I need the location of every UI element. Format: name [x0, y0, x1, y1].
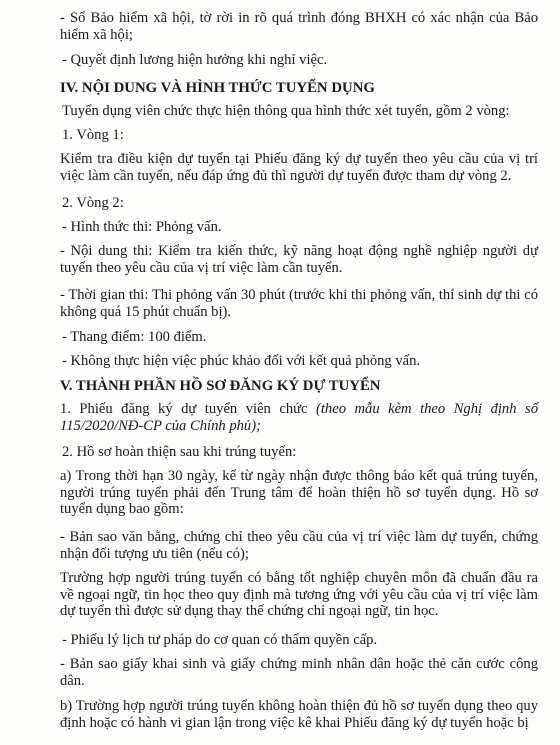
paragraph-score-scale: - Thang điểm: 100 điểm. [62, 329, 207, 345]
paragraph-exam-content: - Nội dung thi: Kiểm tra kiến thức, kỹ năng hoạt động nghề nghiệp người dự tuyển theo yêu cầu của vị trí việc làm cần tuyển. [60, 243, 538, 276]
round-2-label: 2. Vòng 2: [62, 195, 124, 211]
paragraph-bhxh: - Sổ Bảo hiểm xã hội, tờ rời in rõ quá trình đóng BHXH có xác nhận của Bảo hiểm xã hội; [60, 10, 538, 43]
section-heading-v: V. THÀNH PHẦN HỒ SƠ ĐĂNG KÝ DỰ TUYỂN [60, 378, 381, 394]
round-1-label: 1. Vòng 1: [62, 127, 124, 143]
paragraph-incomplete-dossier: b) Trường hợp người trúng tuyển không hoàn thiện đủ hồ sơ tuyển dụng theo quy định hoặc có hành vi gian lận trong việc kê khai Phiếu đăng ký dự tuyển hoặc bị [60, 698, 538, 731]
paragraph-no-review: - Không thực hiện việc phúc khảo đối với kết quả phỏng vấn. [62, 353, 421, 369]
section-heading-iv: IV. NỘI DUNG VÀ HÌNH THỨC TUYỂN DỤNG [60, 80, 375, 96]
paragraph-language-it-substitution: Trường hợp người trúng tuyển có bằng tốt nghiệp chuyên môn đã chuẩn đầu ra về ngoại ngữ, tin học theo quy định mà tương ứng với yêu cầu của vị trí việc làm dự tuyển thì được sử dụng thay thế chứng chỉ ngoại ngữ, tin học. [60, 570, 538, 620]
paragraph-diploma-copies: - Bản sao văn bằng, chứng chỉ theo yêu cầu của vị trí việc làm dự tuyển, chứng nhận đối tượng ưu tiên (nếu có); [60, 529, 538, 562]
paragraph-exam-time: - Thời gian thi: Thi phỏng vấn 30 phút (trước khi thi phỏng vấn, thí sinh dự thi có không quá 15 phút chuẩn bị). [60, 287, 538, 320]
paragraph-registration-form [60, 401, 538, 434]
paragraph-birth-certificate: - Bản sao giấy khai sinh và giấy chứng minh nhân dân hoặc thẻ căn cước công dân. [60, 656, 538, 689]
paragraph-exam-form: - Hình thức thi: Phỏng vấn. [62, 219, 222, 235]
paragraph-intro-rounds: Tuyển dụng viên chức thực hiện thông qua hình thức xét tuyển, gồm 2 vòng: [62, 103, 510, 119]
registration-form-text: 1. Phiếu đăng ký dự tuyển viên chức [60, 401, 316, 417]
paragraph-judicial-record: - Phiếu lý lịch tư pháp do cơ quan có thẩm quyền cấp. [62, 632, 378, 648]
registration-form-note: (theo mẫu kèm theo Nghị định số 115/2020/NĐ-CP của Chính phủ); [60, 401, 538, 434]
paragraph-30-days: a) Trong thời hạn 30 ngày, kể từ ngày nhận được thông báo kết quả trúng tuyển, người trúng tuyển phải đến Trung tâm để hoàn thiện hồ sơ tuyển dụng. Hồ sơ tuyển dụng bao gồm: [60, 468, 538, 518]
paragraph-round-1: Kiểm tra điều kiện dự tuyển tại Phiếu đăng ký dự tuyển theo yêu cầu của vị trí việc làm cần tuyển, nếu đáp ứng đủ thì người dự tuyển được tham dự vòng 2. [60, 151, 538, 184]
paragraph-quyet-dinh-luong: - Quyết định lương hiện hưởng khi nghỉ việc. [62, 52, 328, 68]
paragraph-complete-dossier: 2. Hồ sơ hoàn thiện sau khi trúng tuyển: [62, 444, 297, 460]
